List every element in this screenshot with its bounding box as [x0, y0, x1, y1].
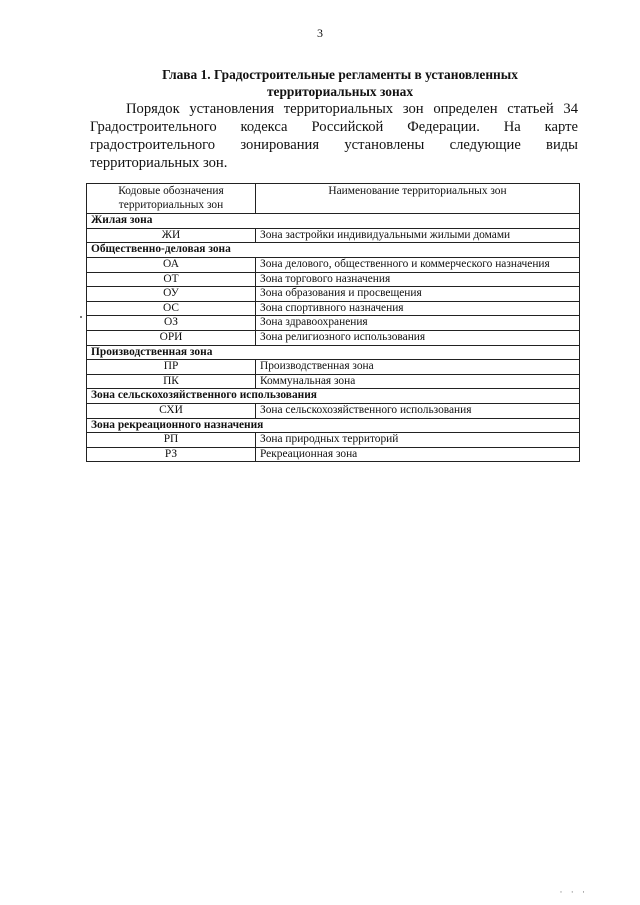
intro-line: градостроительного зонирования установлены следующие виды [90, 137, 578, 153]
margin-mark [80, 316, 82, 318]
zones-table [86, 183, 580, 462]
table-row [87, 301, 580, 316]
group-row [87, 345, 580, 360]
zone-code: ПР [87, 360, 256, 375]
zone-code: ОТ [87, 272, 256, 287]
zone-code: ОЗ [87, 316, 256, 331]
table-row [87, 374, 580, 389]
header-name: Наименование территориальных зон [256, 184, 580, 214]
zone-code: ОА [87, 257, 256, 272]
zone-name: Производственная зона [256, 360, 580, 375]
group-title: Жилая зона [87, 214, 580, 229]
zone-name: Зона сельскохозяйственного использования [256, 403, 580, 418]
group-title: Производственная зона [87, 345, 580, 360]
group-title: Общественно-деловая зона [87, 243, 580, 258]
zone-name: Зона делового, общественного и коммерческого назначения [256, 257, 580, 272]
zone-name: Зона образования и просвещения [256, 287, 580, 302]
zone-code: СХИ [87, 403, 256, 418]
zone-name: Зона застройки индивидуальными жилыми домами [256, 228, 580, 243]
zone-code: ОУ [87, 287, 256, 302]
zone-code: ЖИ [87, 228, 256, 243]
zone-code: РП [87, 433, 256, 448]
table-row [87, 447, 580, 462]
group-title: Зона рекреационного назначения [87, 418, 580, 433]
group-row [87, 243, 580, 258]
chapter-title [110, 66, 570, 100]
intro-line: территориальных зон. [90, 155, 228, 171]
page-number: 3 [317, 26, 323, 40]
group-title: Зона сельскохозяйственного использования [87, 389, 580, 404]
table-row [87, 330, 580, 345]
group-row [87, 389, 580, 404]
table-row [87, 257, 580, 272]
chapter-title-line-2: территориальных зонах [266, 84, 414, 99]
zone-name: Зона природных территорий [256, 433, 580, 448]
corner-mark: · · · [559, 887, 588, 897]
group-row [87, 418, 580, 433]
chapter-title-line-1: Глава 1. Градостроительные регламенты в установленных [162, 67, 518, 82]
group-row [87, 214, 580, 229]
table-row [87, 228, 580, 243]
intro-paragraph [90, 100, 578, 172]
zone-code: ПК [87, 374, 256, 389]
table-row [87, 433, 580, 448]
table-header-row [87, 184, 580, 214]
zone-name: Зона торгового назначения [256, 272, 580, 287]
intro-line: Порядок установления территориальных зон определен статьей 34 [126, 101, 578, 117]
table-row [87, 316, 580, 331]
zones-table-body [87, 214, 580, 462]
header-code: Кодовые обозначения территориальных зон [87, 184, 256, 214]
zone-name: Зона здравоохранения [256, 316, 580, 331]
zone-code: ОРИ [87, 330, 256, 345]
zone-name: Рекреационная зона [256, 447, 580, 462]
table-row [87, 360, 580, 375]
zone-code: ОС [87, 301, 256, 316]
intro-line: Градостроительного кодекса Российской Федерации. На карте [90, 119, 578, 135]
table-row [87, 272, 580, 287]
zone-name: Зона религиозного использования [256, 330, 580, 345]
zone-name: Коммунальная зона [256, 374, 580, 389]
zone-code: РЗ [87, 447, 256, 462]
table-row [87, 287, 580, 302]
table-row [87, 403, 580, 418]
zone-name: Зона спортивного назначения [256, 301, 580, 316]
